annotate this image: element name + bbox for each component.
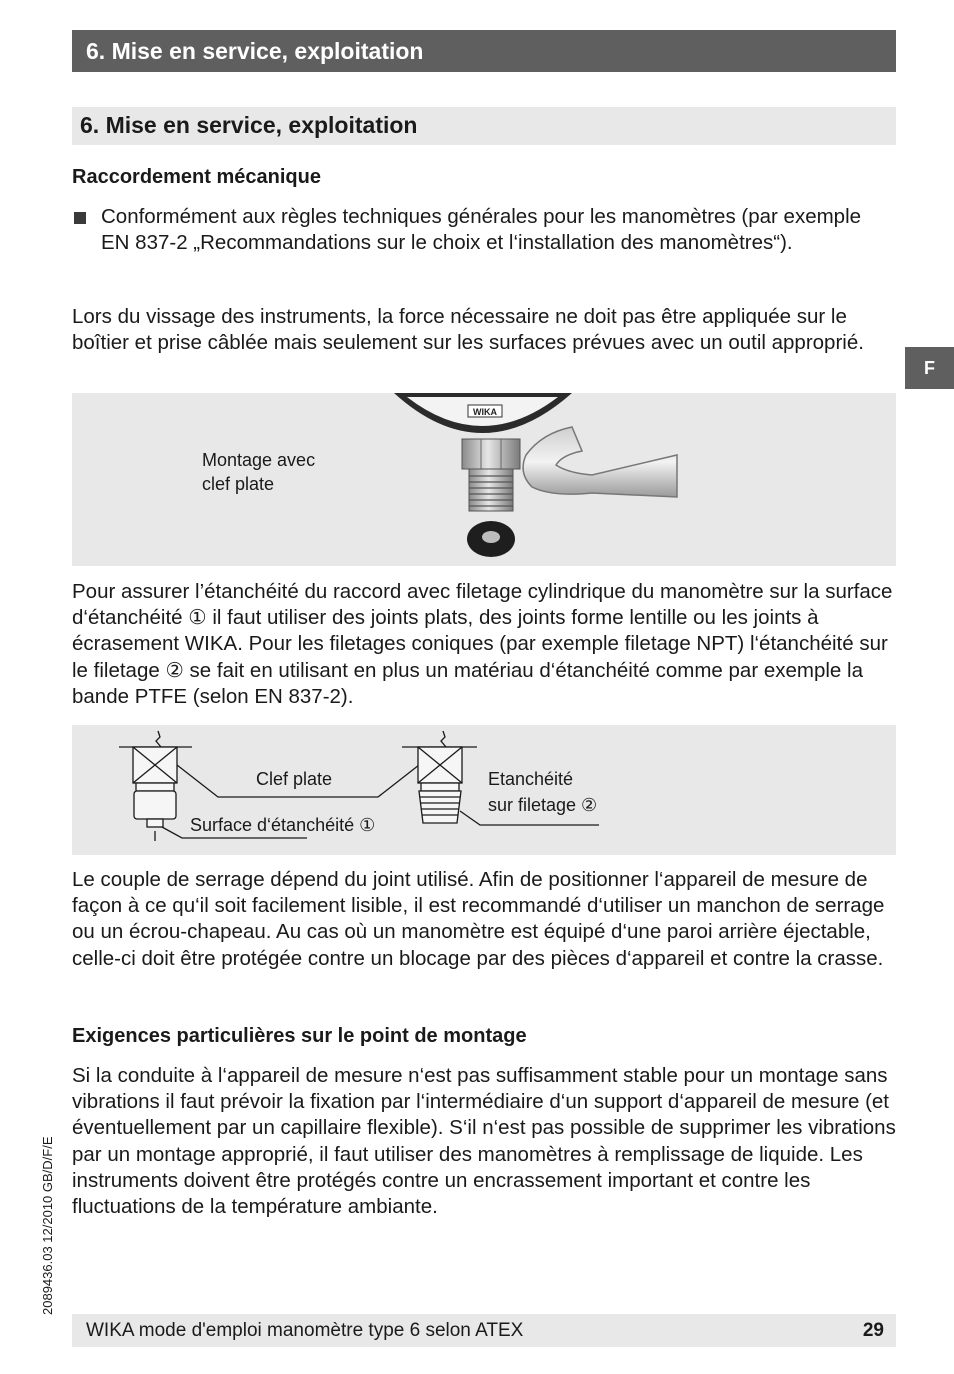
wrench-label: Clef plate <box>256 769 333 789</box>
caption-line-2: clef plate <box>202 474 275 494</box>
bullet-text: Conformément aux règles techniques générales pour les manomètres (par exemple EN 837-2 „Recommandations sur le choix et l‘installation des manomètres“). <box>101 205 862 255</box>
sealing-paragraph: Pour assurer l’étanchéité du raccord avec filetage cylindrique du manomètre sur la surface d‘étanchéité ① il faut utiliser des joints plats, des joints forme lentille ou les joints à écrasement WIKA. Pour les filetages coniques (par exemple filetage NPT) l‘étanchéité sur le filetage ② se fait en utilisant en plus un matériau d‘étanchéité comme par exemple la bande PTFE (selon EN 837-2). <box>72 580 893 708</box>
brand-label: WIKA <box>473 407 497 417</box>
wrench-shape <box>523 427 677 497</box>
thread-seal-label-1: Etanchéité <box>488 769 574 789</box>
wrench-mounting-figure <box>72 393 896 566</box>
sealing-diagram <box>72 725 896 855</box>
document-code: 2089436.03 12/2010 GB/D/F/E <box>40 1136 55 1315</box>
section-title: 6. Mise en service, exploitation <box>72 107 896 145</box>
bullet-square-icon <box>74 212 86 224</box>
page-number: 29 <box>862 1319 884 1341</box>
requirements-heading: Exigences particulières sur le point de montage <box>72 1025 527 1047</box>
caption-line-1: Montage avec <box>202 450 316 470</box>
bullet-item <box>72 204 902 256</box>
footer-title: WIKA mode d'emploi manomètre type 6 selon ATEX <box>86 1319 524 1341</box>
torque-paragraph: Le couple de serrage dépend du joint utilisé. Afin de positionner l‘appareil de mesure de façon à ce qu‘il soit facilement lisible, il est recommandé d‘utiliser un manchon de serrage ou un écrou-chapeau. Au cas où un manomètre est équipé d‘une paroi arrière éjectable, celle-ci doit être protégée contre un blocage par des pièces d‘appareil et contre la crasse. <box>72 868 885 970</box>
mechanical-heading: Raccordement mécanique <box>72 166 321 188</box>
sealing-surface-label: Surface d‘étanchéité ① <box>190 815 376 835</box>
page-footer <box>72 1314 896 1347</box>
chapter-header-bar: 6. Mise en service, exploitation <box>72 30 896 72</box>
requirements-paragraph: Si la conduite à l‘appareil de mesure n‘est pas suffisamment stable pour un montage sans vibrations il faut prévoir la fixation par l‘intermédiaire d‘un support d‘appareil de mesure (et éventuellement par un capillaire flexible). S‘il n‘est pas possible de supprimer les vibrations par un montage approprié, il faut utiliser des manomètres à remplissage de liquide. Les instruments doivent être protégés contre un encrassement important et contre les fluctuations de la température ambiante. <box>72 1064 896 1219</box>
mounting-paragraph: Lors du vissage des instruments, la force nécessaire ne doit pas être appliquée sur le boîtier et prise câblée mais seulement sur les surfaces prévues avec un outil approprié. <box>72 305 864 355</box>
gauge-wrench-illustration <box>72 393 896 566</box>
thread-seal-label-2: sur filetage ② <box>488 795 598 815</box>
language-tab: F <box>905 347 954 389</box>
